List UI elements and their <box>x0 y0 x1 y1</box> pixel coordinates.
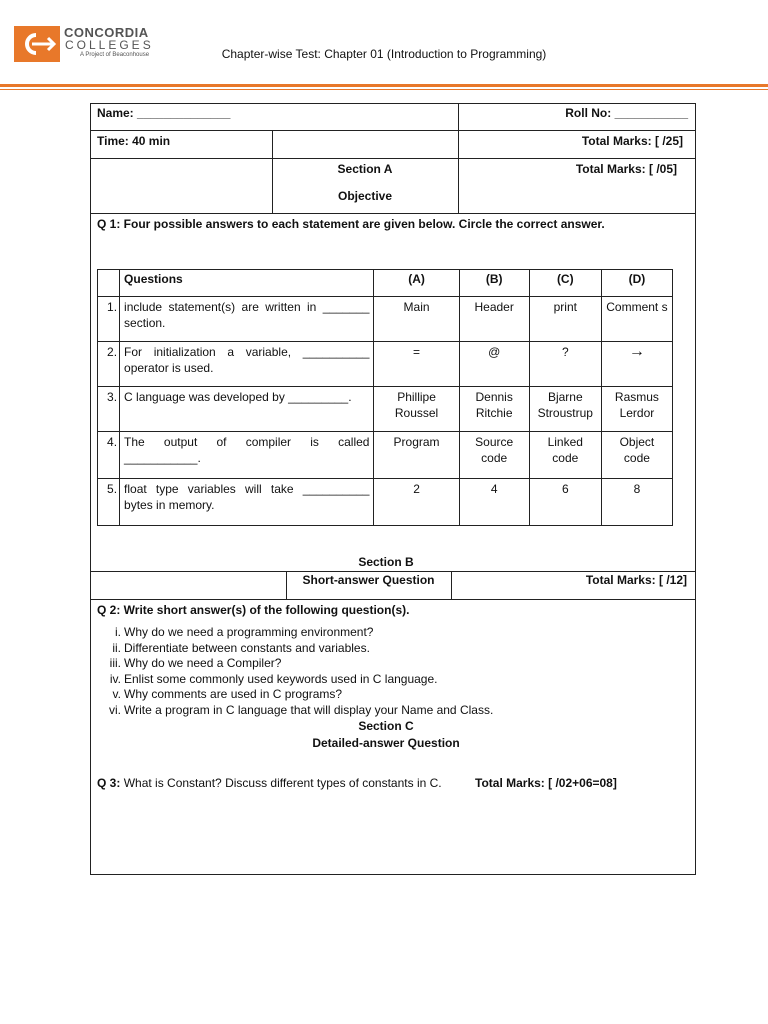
total-marks-label: Total Marks: [ /25] <box>581 134 683 148</box>
question-number: 2. <box>98 342 120 387</box>
item-number: i. <box>115 625 121 639</box>
option-c[interactable]: Linked code <box>529 432 601 479</box>
table-row <box>98 297 673 342</box>
divider <box>458 103 459 213</box>
item-text: Differentiate between constants and variables. <box>124 640 370 655</box>
time-label: Time: 40 min <box>97 134 171 148</box>
item-number: v. <box>112 687 121 702</box>
option-a[interactable]: Main <box>374 297 459 342</box>
option-d-arrow-icon[interactable]: → <box>601 342 672 387</box>
item-number: iii. <box>109 656 121 671</box>
divider <box>90 213 696 214</box>
header-rule-thick <box>0 84 768 87</box>
option-d[interactable]: Object code <box>601 432 672 479</box>
question-text: float type variables will take __________ bytes in memory. <box>120 479 374 526</box>
q2-instruction: Q 2: Write short answer(s) of the following question(s). <box>97 603 410 617</box>
list-item <box>92 625 493 641</box>
option-c-header: (C) <box>529 270 601 297</box>
option-d-header: (D) <box>601 270 672 297</box>
option-b[interactable]: 4 <box>459 479 529 526</box>
option-b[interactable]: Source code <box>459 432 529 479</box>
divider <box>90 130 696 131</box>
option-b[interactable]: @ <box>459 342 529 387</box>
question-number: 5. <box>98 479 120 526</box>
section-b-marks: Total Marks: [ /12] <box>585 573 687 587</box>
option-b-header: (B) <box>459 270 529 297</box>
name-field[interactable]: Name: ______________ <box>97 106 231 120</box>
questions-header: Questions <box>120 270 374 297</box>
list-item <box>92 641 493 657</box>
table-row <box>98 342 673 387</box>
logo-name: CONCORDIA <box>64 25 149 40</box>
q3-number: Q 3: <box>97 776 121 790</box>
item-text: Why do we need a Compiler? <box>124 656 282 671</box>
divider <box>90 158 696 159</box>
section-c-marks: Total Marks: [ /02+06=08] <box>475 776 617 790</box>
option-a[interactable]: Phillipe Roussel <box>374 387 459 432</box>
section-b-subtitle: Short-answer Question <box>302 573 435 587</box>
list-item <box>92 703 493 719</box>
num-header <box>98 270 120 297</box>
question-number: 3. <box>98 387 120 432</box>
option-c[interactable]: 6 <box>529 479 601 526</box>
list-item <box>92 656 493 672</box>
option-a-header: (A) <box>374 270 459 297</box>
option-b[interactable]: Header <box>459 297 529 342</box>
list-item <box>92 687 493 703</box>
option-d[interactable]: 8 <box>601 479 672 526</box>
item-number: vi. <box>109 702 121 717</box>
question-text: For initialization a variable, __________ operator is used. <box>120 342 374 387</box>
section-a-title: Section A <box>337 162 393 176</box>
item-text: Enlist some commonly used keywords used in C language. <box>124 671 438 686</box>
section-a-marks: Total Marks: [ /05] <box>575 162 677 176</box>
mcq-table <box>97 269 673 526</box>
table-row <box>98 479 673 526</box>
question-text: The output of compiler is called ___________. <box>120 432 374 479</box>
header-rule-thin <box>0 89 768 90</box>
option-c[interactable]: print <box>529 297 601 342</box>
section-c-subtitle: Detailed-answer Question <box>312 736 460 750</box>
divider <box>451 571 452 599</box>
section-c-title: Section C <box>358 719 414 733</box>
item-text: Write a program in C language that will display your Name and Class. <box>124 702 494 717</box>
page-header-title: Chapter-wise Test: Chapter 01 (Introduction to Programming) <box>221 47 547 61</box>
q2-list <box>92 625 493 719</box>
question-text: include statement(s) are written in _______ section. <box>120 297 374 342</box>
divider <box>90 571 696 572</box>
option-d[interactable]: Rasmus Lerdor <box>601 387 672 432</box>
list-item <box>92 672 493 688</box>
question-number: 1. <box>98 297 120 342</box>
table-row <box>98 387 673 432</box>
roll-no-field[interactable]: Roll No: ___________ <box>565 106 688 120</box>
option-a[interactable]: Program <box>374 432 459 479</box>
mcq-header-row <box>98 270 673 297</box>
logo-subtitle: COLLEGES <box>65 38 154 52</box>
question-text: C language was developed by _________. <box>120 387 374 432</box>
option-a[interactable]: = <box>374 342 459 387</box>
question-number: 4. <box>98 432 120 479</box>
item-text: Why comments are used in C programs? <box>124 687 343 702</box>
item-number: ii. <box>112 640 121 655</box>
item-text: Why do we need a programming environment? <box>124 625 374 639</box>
item-number: iv. <box>109 671 121 686</box>
option-c[interactable]: ? <box>529 342 601 387</box>
logo-tagline: A Project of Beaconhouse <box>80 52 150 58</box>
table-row <box>98 432 673 479</box>
section-a-subtitle: Objective <box>337 189 393 203</box>
q3-question <box>97 776 442 790</box>
option-b[interactable]: Dennis Ritchie <box>459 387 529 432</box>
section-b-title: Section B <box>358 555 414 569</box>
q1-instruction: Q 1: Four possible answers to each statement are given below. Circle the correct answer. <box>97 217 605 231</box>
option-d[interactable]: Comment s <box>601 297 672 342</box>
q3-text: What is Constant? Discuss different types of constants in C. <box>123 776 442 790</box>
option-a[interactable]: 2 <box>374 479 459 526</box>
option-c[interactable]: Bjarne Stroustrup <box>529 387 601 432</box>
divider <box>90 599 696 600</box>
